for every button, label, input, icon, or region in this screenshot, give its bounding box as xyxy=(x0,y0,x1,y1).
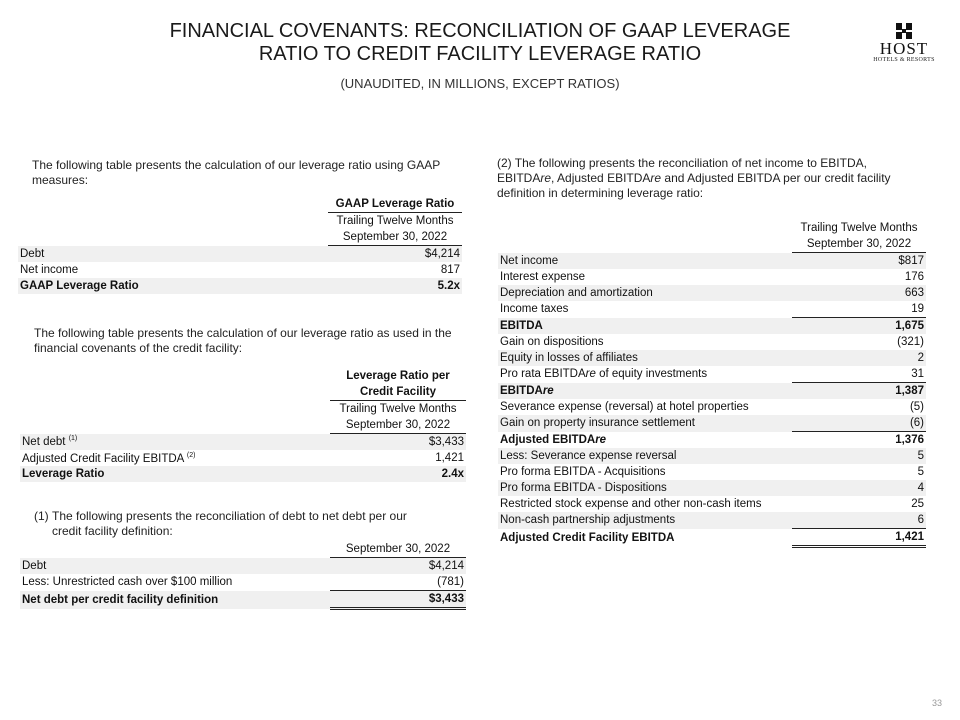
table-row xyxy=(20,591,466,609)
row-label: GAAP Leverage Ratio xyxy=(18,278,328,294)
table-header-row xyxy=(498,220,926,236)
row-label: Pro forma EBITDA - Dispositions xyxy=(498,480,792,496)
row-label: Net debt $^{(1)}$ xyxy=(20,434,330,451)
note-number: (1) xyxy=(34,509,49,523)
row-label: Interest expense xyxy=(500,271,586,283)
host-logo-icon xyxy=(895,22,913,40)
row-label: Pro forma EBITDA - Acquisitions xyxy=(500,466,666,478)
row-value: 817 xyxy=(440,264,460,276)
host-logo xyxy=(868,22,940,64)
footnote-ref: (2) xyxy=(186,451,196,459)
table-row xyxy=(20,574,466,591)
row-value: $3,433 xyxy=(330,434,466,451)
page-number: 33 xyxy=(931,698,942,708)
row-value: 5.2x xyxy=(328,278,462,294)
row-label: EBITDA xyxy=(498,318,792,335)
row-value: 2.4x xyxy=(330,466,466,482)
note-1-text: (1) The following presents the reconciliation of debt to net debt per our credit facility definition: xyxy=(34,509,407,538)
table-row xyxy=(498,301,926,318)
page-title xyxy=(120,20,840,66)
row-value: 176 xyxy=(904,271,924,283)
title-line-1: FINANCIAL COVENANTS: RECONCILIATION OF GAAP LEVERAGE xyxy=(169,20,791,42)
period-date: September 30, 2022 xyxy=(792,236,926,253)
row-value: 2 xyxy=(792,350,926,366)
row-label: Adjusted Credit Facility EBITDA xyxy=(500,531,675,544)
footnote-ref: (1) xyxy=(68,435,78,443)
row-value: $4,214 xyxy=(328,246,462,263)
row-label: Equity in losses of affiliates xyxy=(498,350,792,366)
period-label: Trailing Twelve Months xyxy=(800,222,918,234)
gaap-intro: The following table presents the calculation of our leverage ratio using GAAP measures: xyxy=(32,158,441,187)
logo-tagline: HOTELS & RESORTS xyxy=(873,57,935,63)
row-label: Net income xyxy=(20,264,79,276)
row-value: (781) xyxy=(330,574,466,591)
row-value: 1,675 xyxy=(792,318,926,335)
row-value: 19 xyxy=(792,301,926,318)
row-label: Gain on dispositions xyxy=(500,336,604,348)
table-row xyxy=(20,466,466,482)
table-row xyxy=(498,399,926,415)
row-value: (321) xyxy=(897,336,924,348)
row-label: Less: Unrestricted cash over $100 million xyxy=(22,576,233,589)
table-row xyxy=(498,269,926,285)
row-value: (5) xyxy=(909,401,924,413)
row-label: Non-cash partnership adjustments xyxy=(498,512,792,529)
table-row xyxy=(498,366,926,383)
row-value: $817 xyxy=(792,253,926,270)
row-label: Debt xyxy=(18,246,328,263)
table-header-row xyxy=(18,213,462,230)
table-row xyxy=(498,415,926,432)
table-header-row xyxy=(20,384,466,401)
table-row xyxy=(498,253,926,270)
table-row xyxy=(20,450,466,466)
table-row xyxy=(498,496,926,512)
table-row xyxy=(498,334,926,350)
row-label: Adjusted Credit Facility EBITDA $^{(2)}$ xyxy=(22,451,196,465)
row-label: Pro rata EBITDAre of equity investments xyxy=(500,368,708,381)
row-value: 1,421 xyxy=(435,452,464,464)
table-header-row xyxy=(18,229,462,246)
row-value: 25 xyxy=(911,498,924,510)
row-value: 5 xyxy=(792,448,926,464)
table-row xyxy=(18,262,462,278)
period-date: September 30, 2022 xyxy=(330,417,466,434)
table-header-row xyxy=(20,401,466,418)
period-label: Trailing Twelve Months xyxy=(339,403,457,415)
row-label: Restricted stock expense and other non-cash items xyxy=(500,498,762,510)
table-row xyxy=(498,512,926,529)
row-label: Less: Severance expense reversal xyxy=(498,448,792,464)
row-label: Depreciation and amortization xyxy=(498,285,792,301)
table-row xyxy=(498,448,926,464)
net-debt-table xyxy=(20,541,466,610)
row-value: 1,421 xyxy=(792,529,926,547)
row-value: 663 xyxy=(792,285,926,301)
table-row xyxy=(20,558,466,575)
table-row xyxy=(18,278,462,294)
row-value: 4 xyxy=(792,480,926,496)
row-value: 1,376 xyxy=(895,434,924,446)
table-row xyxy=(498,432,926,449)
note-2-text: (2) The following presents the reconciliation of net income to EBITDA, EBITDAre, Adjusted EBITDAre and Adjusted EBITDA per our credit facility definition in determining leverage ratio: xyxy=(497,156,891,200)
table-row xyxy=(498,480,926,496)
table-row xyxy=(498,529,926,547)
table-row xyxy=(498,350,926,366)
gaap-leverage-table xyxy=(18,196,462,294)
row-value: 31 xyxy=(792,366,926,383)
table-header-row xyxy=(498,236,926,253)
row-label: Net income xyxy=(498,253,792,270)
table-header-row xyxy=(20,417,466,434)
table-header-row xyxy=(18,196,462,213)
table-row xyxy=(18,246,462,263)
row-value: $3,433 xyxy=(330,591,466,609)
ebitda-reconciliation-table xyxy=(498,220,926,548)
row-label: Leverage Ratio xyxy=(20,466,330,482)
row-label: Income taxes xyxy=(500,303,569,316)
table-row xyxy=(498,464,926,480)
row-value: (6) xyxy=(792,415,926,432)
row-label: Severance expense (reversal) at hotel properties xyxy=(500,401,749,413)
table-header-row xyxy=(20,541,466,558)
column-header: GAAP Leverage Ratio xyxy=(328,196,462,213)
row-label: Net debt per credit facility definition xyxy=(20,591,330,609)
table-row xyxy=(498,285,926,301)
table-header-row xyxy=(20,368,466,384)
row-value: 1,387 xyxy=(792,383,926,400)
page-subtitle: (UNAUDITED, IN MILLIONS, EXCEPT RATIOS) xyxy=(340,76,620,91)
table-row xyxy=(498,383,926,400)
row-label: Adjusted EBITDAre xyxy=(500,433,607,446)
row-label: Gain on property insurance settlement xyxy=(498,415,792,432)
row-value: 6 xyxy=(792,512,926,529)
row-label: EBITDAre xyxy=(498,383,792,400)
credit-intro: The following table presents the calculation of our leverage ratio as used in the financial covenants of the credit facility: xyxy=(34,326,452,355)
period-label: Trailing Twelve Months xyxy=(336,215,454,227)
column-header: Leverage Ratio per xyxy=(346,370,450,382)
row-value: $4,214 xyxy=(330,558,466,575)
table-row xyxy=(20,434,466,451)
title-line-2: RATIO TO CREDIT FACILITY LEVERAGE RATIO xyxy=(258,43,702,65)
column-header: Credit Facility xyxy=(330,384,466,401)
period-date: September 30, 2022 xyxy=(328,229,462,246)
table-row xyxy=(498,318,926,335)
credit-leverage-table xyxy=(20,368,466,482)
row-value: 5 xyxy=(917,466,924,478)
row-label: Debt xyxy=(20,558,330,575)
logo-wordmark: HOST xyxy=(879,39,929,58)
period-date: September 30, 2022 xyxy=(330,541,466,558)
